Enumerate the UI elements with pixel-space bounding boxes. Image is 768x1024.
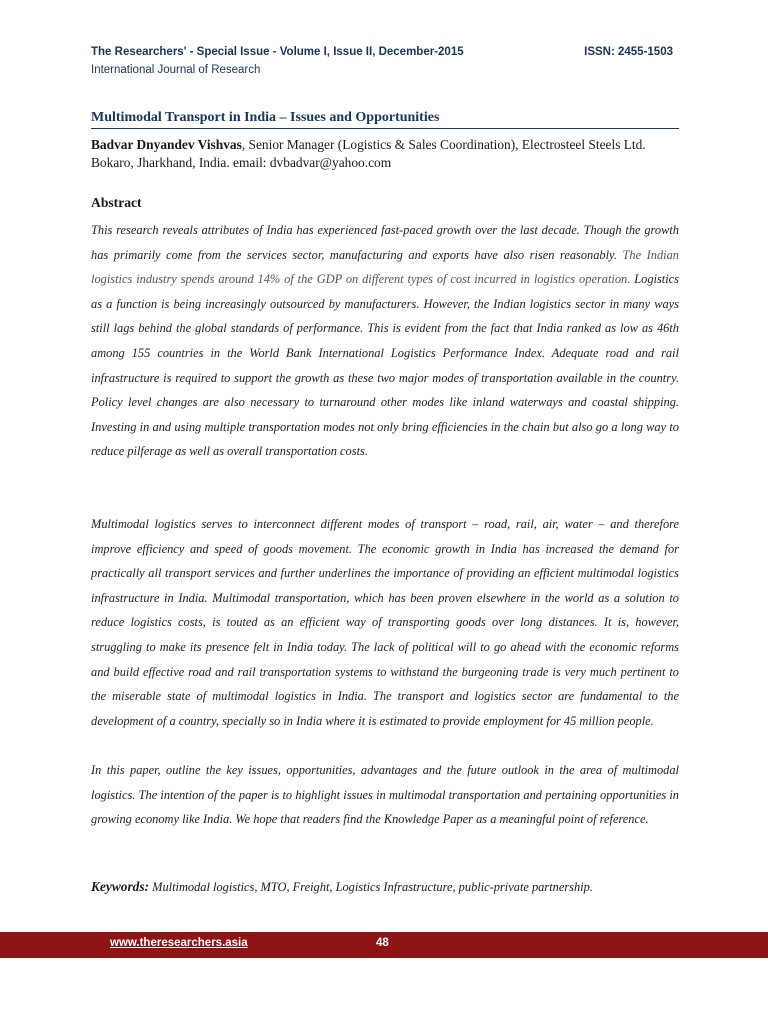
page-number: 48: [376, 937, 389, 949]
abstract-heading: Abstract: [91, 195, 142, 210]
title-divider: [91, 128, 679, 129]
author-block: [91, 136, 681, 172]
abstract-p1-sentence-c: Logistics as a function is being increasingly outsourced by manufacturers. However, the Indian logistics sector in many ways still lags behind the global standards of performance. This is evident from the fact that India ranked as low as 46th among 155 countries in the World Bank International Logistics Performance Index. Adequate road and rail infrastructure is required to support the growth as these two major modes of transportation available in the country. Policy level changes are also necessary to turnaround other modes like inland waterways and coastal shipping. Investing in and using multiple transportation modes not only bring efficiencies in the chain but also go a long way to reduce pilferage as well as overall transportation costs.: [91, 272, 679, 459]
abstract-p1-sentence-a: This research reveals attributes of India has experienced fast-paced growth over the last decade. Though the growth has primarily come from the services sector, manufacturing and exports have also risen reasonably.: [91, 223, 679, 262]
abstract-paragraph-1: [91, 218, 679, 464]
keywords-text: Multimodal logistics, MTO, Freight, Logistics Infrastructure, public-private partnership.: [149, 880, 593, 894]
journal-name: International Journal of Research: [91, 64, 261, 76]
author-affiliation: , Senior Manager (Logistics & Sales Coordination), Electrosteel Steels Ltd. Bokaro, Jharkhand, India. email: dvbadvar@yahoo.com: [91, 137, 646, 170]
website-link[interactable]: www.theresearchers.asia: [110, 937, 248, 949]
journal-header-line: The Researchers' - Special Issue - Volume I, Issue II, December-2015: [91, 46, 464, 58]
abstract-paragraph-3: In this paper, outline the key issues, opportunities, advantages and the future outlook in the area of multimodal logistics. The intention of the paper is to highlight issues in multimodal transportation and pertaining opportunities in growing economy like India. We hope that readers find the Knowledge Paper as a meaningful point of reference.: [91, 763, 679, 827]
abstract-p1-sentence-b: The Indian logistics industry spends around 14% of the GDP on different types of cost incurred in logistics operation.: [91, 247, 679, 287]
abstract-paragraph-2: Multimodal logistics serves to interconnect different modes of transport – road, rail, air, water – and therefore improve efficiency and speed of goods movement. The economic growth in India has increased the demand for practically all transport services and further underlines the importance of providing an efficient multimodal logistics infrastructure in India. Multimodal transportation, which has been proven elsewhere in the world as a solution to reduce logistics costs, is touted as an efficient way of transporting goods over long distances. It is, however, struggling to make its presence felt in India today. The lack of political will to go ahead with the economic reforms and build effective road and rail transportation systems to withstand the burgeoning trade is very much pertinent to the miserable state of multimodal logistics in India. The transport and logistics sector are fundamental to the development of a country, specially so in India where it is estimated to provide employment for 45 million people.: [91, 517, 679, 728]
paper-title: Multimodal Transport in India – Issues and Opportunities: [91, 110, 440, 125]
keywords-label: Keywords:: [91, 879, 150, 894]
author-name: Badvar Dnyandev Vishvas: [91, 137, 242, 152]
issn-label: ISSN: 2455-1503: [584, 46, 673, 58]
keywords-line: [91, 879, 593, 895]
